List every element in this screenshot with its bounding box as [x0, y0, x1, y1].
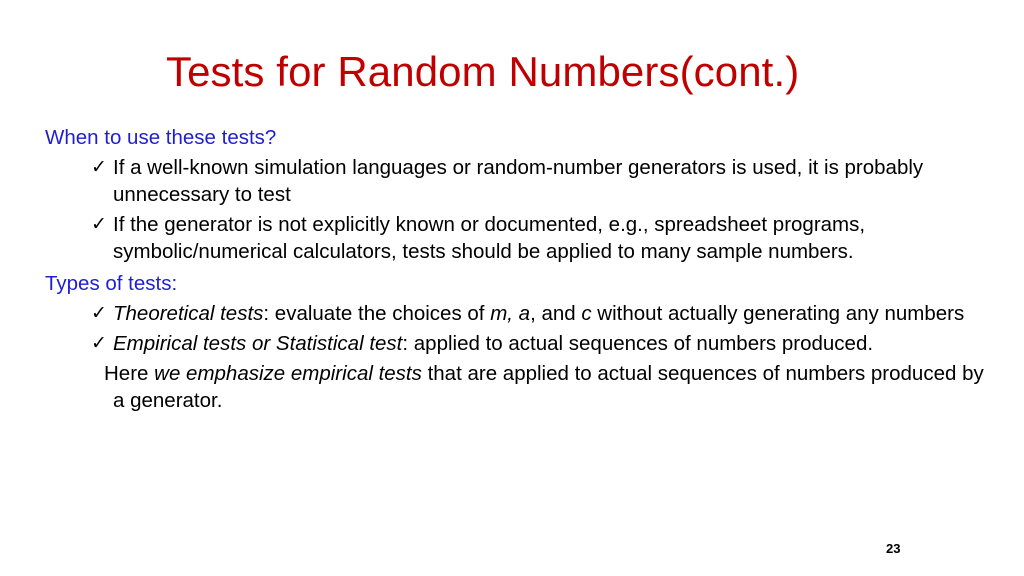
variable-c: c [581, 302, 592, 325]
slide-title: Tests for Random Numbers(cont.) [166, 48, 800, 96]
checkmark-icon: ✓ [91, 157, 107, 178]
note-emphasis: we emphasize empirical tests [154, 362, 422, 385]
checkmark-icon: ✓ [91, 333, 107, 354]
variable-m-a: m, a [490, 302, 531, 325]
types-of-tests-list [45, 300, 995, 357]
when-to-use-list [45, 154, 995, 265]
list-item-text: If the generator is not explicitly known or documented, e.g., spreadsheet programs, symbolic/numerical calculators, tests should be applied to many sample numbers. [113, 213, 866, 263]
list-item [45, 211, 995, 265]
slide-content [45, 124, 995, 414]
list-item [45, 154, 995, 208]
list-item-text: , and [530, 302, 582, 325]
checkmark-icon: ✓ [91, 214, 107, 235]
term-empirical-tests: Empirical tests or Statistical test [113, 332, 403, 355]
empirical-tests-note [45, 360, 995, 414]
section-heading-types-of-tests: Types of tests: [45, 272, 178, 295]
note-suffix: that are applied to actual sequences of numbers produced by a generator. [113, 362, 984, 412]
section-heading-when-to-use: When to use these tests? [45, 126, 277, 149]
list-item-text: : evaluate the choices of [263, 302, 491, 325]
list-item-text: : applied to actual sequences of numbers produced. [402, 332, 874, 355]
list-item [45, 300, 995, 327]
term-theoretical-tests: Theoretical tests [113, 302, 264, 325]
list-item [45, 330, 995, 357]
page-number: 23 [886, 541, 901, 556]
list-item-text: without actually generating any numbers [591, 302, 965, 325]
checkmark-icon: ✓ [91, 303, 107, 324]
note-prefix: Here [104, 362, 155, 385]
list-item-text: If a well-known simulation languages or random-number generators is used, it is probably unnecessary to test [113, 156, 924, 206]
